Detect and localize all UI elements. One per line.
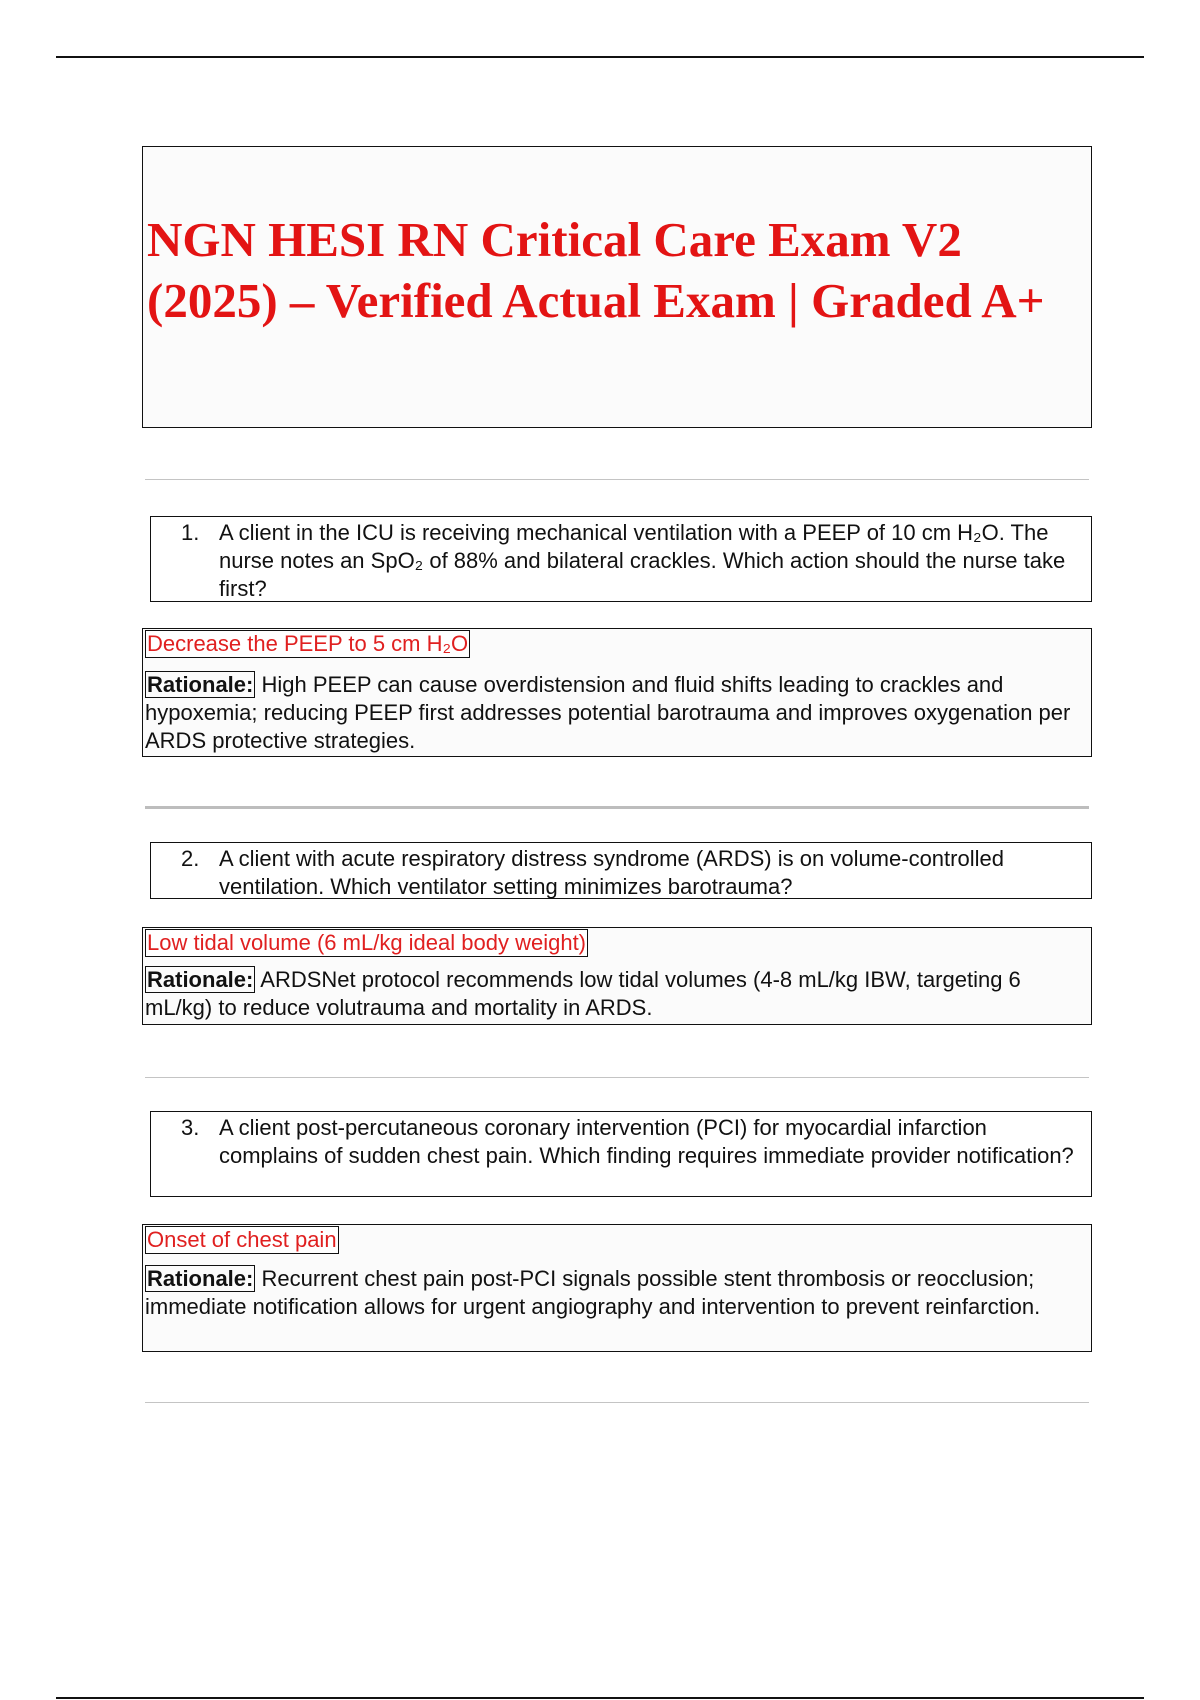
question-1-box xyxy=(150,516,1092,602)
question-number: 3. xyxy=(181,1115,200,1140)
question-number: 1. xyxy=(181,520,200,545)
question-text: A client post-percutaneous coronary intervention (PCI) for myocardial infarction complains of sudden chest pain. Which finding requires immediate provider notification? xyxy=(219,1115,1074,1168)
rationale xyxy=(145,966,1081,1022)
correct-answer: Decrease the PEEP to 5 cm H₂O xyxy=(147,631,469,656)
rationale-label: Rationale: xyxy=(147,672,254,697)
question-3-box xyxy=(150,1111,1092,1197)
header-rule xyxy=(56,56,1144,58)
title-box xyxy=(142,146,1092,428)
section-divider xyxy=(145,1402,1089,1403)
question-number: 2. xyxy=(181,846,200,871)
section-divider xyxy=(145,479,1089,480)
rationale xyxy=(145,1265,1081,1321)
question-text: A client in the ICU is receiving mechanical ventilation with a PEEP of 10 cm H₂O. The nurse notes an SpO₂ of 88% and bilateral crackles. Which action should the nurse take first? xyxy=(219,520,1066,601)
footer-rule xyxy=(56,1697,1144,1699)
answer-2-box xyxy=(142,927,1092,1025)
question-2-box xyxy=(150,842,1092,899)
correct-answer: Low tidal volume (6 mL/kg ideal body weight) xyxy=(147,930,587,955)
answer-3-box xyxy=(142,1224,1092,1352)
document-title: NGN HESI RN Critical Care Exam V2 (2025) – Verified Actual Exam | Graded A+ xyxy=(147,212,1045,328)
correct-answer: Onset of chest pain xyxy=(147,1227,337,1252)
rationale xyxy=(145,671,1081,755)
rationale-label: Rationale: xyxy=(147,1266,254,1291)
section-divider xyxy=(145,1077,1089,1078)
answer-1-box xyxy=(142,628,1092,757)
question-text: A client with acute respiratory distress syndrome (ARDS) is on volume-controlled ventilation. Which ventilator setting minimizes barotrauma? xyxy=(219,846,1004,899)
rationale-label: Rationale: xyxy=(147,967,254,992)
rationale-text: High PEEP can cause overdistension and fluid shifts leading to crackles and hypoxemia; reducing PEEP first addresses potential barotrauma and improves oxygenation per ARDS protective strategies. xyxy=(145,672,1071,753)
rationale-text: Recurrent chest pain post-PCI signals possible stent thrombosis or reocclusion; immediate notification allows for urgent angiography and intervention to prevent reinfarction. xyxy=(145,1266,1041,1319)
section-divider xyxy=(145,806,1089,809)
rationale-text: ARDSNet protocol recommends low tidal volumes (4-8 mL/kg IBW, targeting 6 mL/kg) to reduce volutrauma and mortality in ARDS. xyxy=(145,967,1021,1020)
